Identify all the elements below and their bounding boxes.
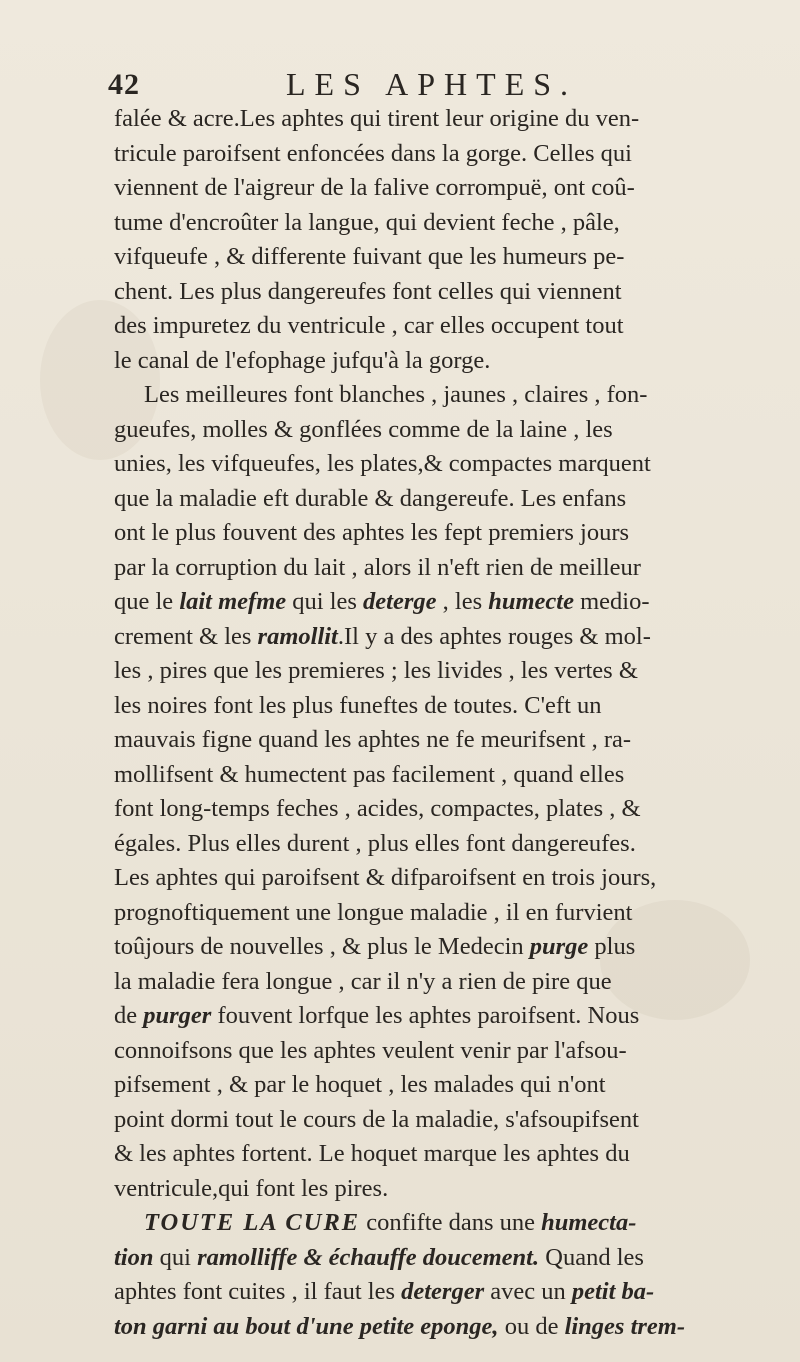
text-line: [114, 999, 770, 1034]
text-run: toûjours de nouvelles , & plus le Medecin: [114, 933, 530, 960]
text-line: [114, 1206, 770, 1241]
italic-run: ramollit: [257, 622, 338, 650]
text-run: les , pires que les premieres ; les livides , les vertes &: [114, 657, 638, 684]
text-run: Les aphtes qui paroifsent & difparoifsent en trois jours,: [114, 864, 657, 891]
text-run: vifqueufe , & differente fuivant que les humeurs pe-: [114, 243, 625, 270]
italic-run: purger: [143, 1002, 212, 1029]
italic-run: linges trem-: [564, 1312, 686, 1340]
text-line: [114, 1172, 770, 1207]
text-run: medio-: [573, 588, 650, 615]
text-line: [114, 171, 770, 206]
text-run: connoifsons que les aphtes veulent venir par l'afsou-: [114, 1036, 627, 1064]
text-line: [114, 827, 770, 862]
text-line: [114, 758, 770, 793]
text-run: tume d'encroûter la langue, qui devient feche , pâle,: [114, 208, 620, 236]
text-run: fouvent lorfque les aphtes paroifsent. Nous: [211, 1002, 640, 1029]
text-run: viennent de l'aigreur de la falive corrompuë, ont coû-: [114, 174, 635, 201]
text-line: [114, 516, 770, 551]
text-run: que la maladie eft durable & dangereufe. Les enfans: [114, 484, 627, 512]
text-run: tricule paroifsent enfoncées dans la gorge. Celles qui: [114, 139, 632, 167]
text-line: [114, 344, 770, 379]
text-line: [114, 689, 770, 724]
text-run: des impuretez du ventricule , car elles occupent tout: [114, 312, 624, 339]
text-line: [114, 447, 770, 482]
text-line: [114, 102, 770, 137]
text-line: [114, 723, 770, 758]
text-line: [114, 620, 770, 655]
running-title: LES APHTES.: [286, 66, 578, 102]
text-line: [114, 137, 770, 172]
text-line: [114, 482, 770, 517]
italic-run: petit ba-: [571, 1278, 655, 1305]
text-run: les noires font les plus funeftes de toutes. C'eft un: [114, 691, 602, 719]
italic-run: purge: [529, 933, 589, 960]
text-run: , les: [436, 588, 489, 615]
text-line: [114, 654, 770, 689]
italic-run: ramolliffe & échauffe doucement.: [197, 1243, 540, 1271]
text-line: [114, 551, 770, 586]
text-line: [114, 965, 770, 1000]
text-run: ventricule,qui font les pires.: [114, 1174, 389, 1202]
text-line: [114, 1068, 770, 1103]
text-line: [114, 792, 770, 827]
text-line: [114, 413, 770, 448]
text-line: [114, 861, 770, 896]
text-run: gueufes, molles & gonflées comme de la laine , les: [114, 415, 613, 443]
text-line: [114, 585, 770, 620]
text-run: avec un: [484, 1278, 572, 1305]
italic-run: humecte: [488, 588, 574, 615]
text-run: falée & acre.Les aphtes qui tirent leur origine du ven-: [114, 105, 640, 132]
text-line: [114, 275, 770, 310]
text-line: [114, 930, 770, 965]
caps-run: TOUTE LA CURE: [144, 1209, 361, 1236]
text-run: par la corruption du lait , alors il n'eft rien de meilleur: [114, 553, 641, 581]
text-run: prognoftiquement une longue maladie , il en furvient: [114, 898, 633, 926]
text-run: ont le plus fouvent des aphtes les fept premiers jours: [114, 519, 630, 546]
text-run: le canal de l'efophage jufqu'à la gorge.: [114, 346, 491, 374]
text-run: égales. Plus elles durent , plus elles font dangereufes.: [114, 829, 636, 857]
text-run: mauvais figne quand les aphtes ne fe meurifsent , ra-: [114, 726, 632, 753]
text-run: .Il y a des aphtes rouges & mol-: [337, 622, 651, 650]
text-line: [114, 1034, 770, 1069]
text-run: & les aphtes fortent. Le hoquet marque les aphtes du: [114, 1140, 630, 1167]
text-line: [114, 1137, 770, 1172]
text-run: mollifsent & humectent pas facilement , quand elles: [114, 760, 625, 788]
italic-run: humecta-: [541, 1209, 637, 1236]
text-line: [114, 1241, 770, 1276]
text-run: pifsement , & par le hoquet , les malades qui n'ont: [114, 1071, 606, 1098]
text-line: [114, 1103, 770, 1138]
text-run: aphtes font cuites , il faut les: [114, 1278, 402, 1305]
text-line: [114, 896, 770, 931]
text-run: plus: [588, 933, 636, 960]
italic-run: ton garni au bout d'une petite eponge,: [114, 1312, 499, 1340]
text-run: crement & les: [114, 622, 258, 650]
page-number: 42: [108, 68, 140, 101]
italic-run: lait mefme: [179, 588, 287, 615]
text-line: [114, 378, 770, 413]
italic-run: deterger: [401, 1278, 485, 1305]
body-text: [114, 102, 770, 1344]
text-line: [114, 206, 770, 241]
text-run: de: [114, 1002, 144, 1029]
italic-run: tion: [114, 1243, 154, 1271]
text-run: la maladie fera longue , car il n'y a rien de pire que: [114, 967, 612, 995]
text-run: unies, les vifqueufes, les plates,& compactes marquent: [114, 450, 651, 477]
text-run: que le: [114, 588, 180, 615]
text-run: chent. Les plus dangereufes font celles qui viennent: [114, 277, 622, 305]
text-line: [114, 1310, 770, 1345]
text-run: qui: [153, 1243, 198, 1271]
text-line: [114, 240, 770, 275]
text-run: Quand les: [539, 1243, 644, 1271]
text-run: confifte dans une: [360, 1209, 542, 1236]
text-run: font long-temps feches , acides, compactes, plates , &: [114, 795, 641, 822]
text-run: ou de: [498, 1312, 565, 1340]
text-line: [114, 1275, 770, 1310]
text-line: [114, 309, 770, 344]
text-run: Les meilleures font blanches , jaunes , claires , fon-: [144, 381, 648, 408]
text-run: point dormi tout le cours de la maladie, s'afsoupifsent: [114, 1105, 639, 1133]
italic-run: deterge: [363, 588, 437, 615]
text-run: qui les: [286, 588, 364, 615]
